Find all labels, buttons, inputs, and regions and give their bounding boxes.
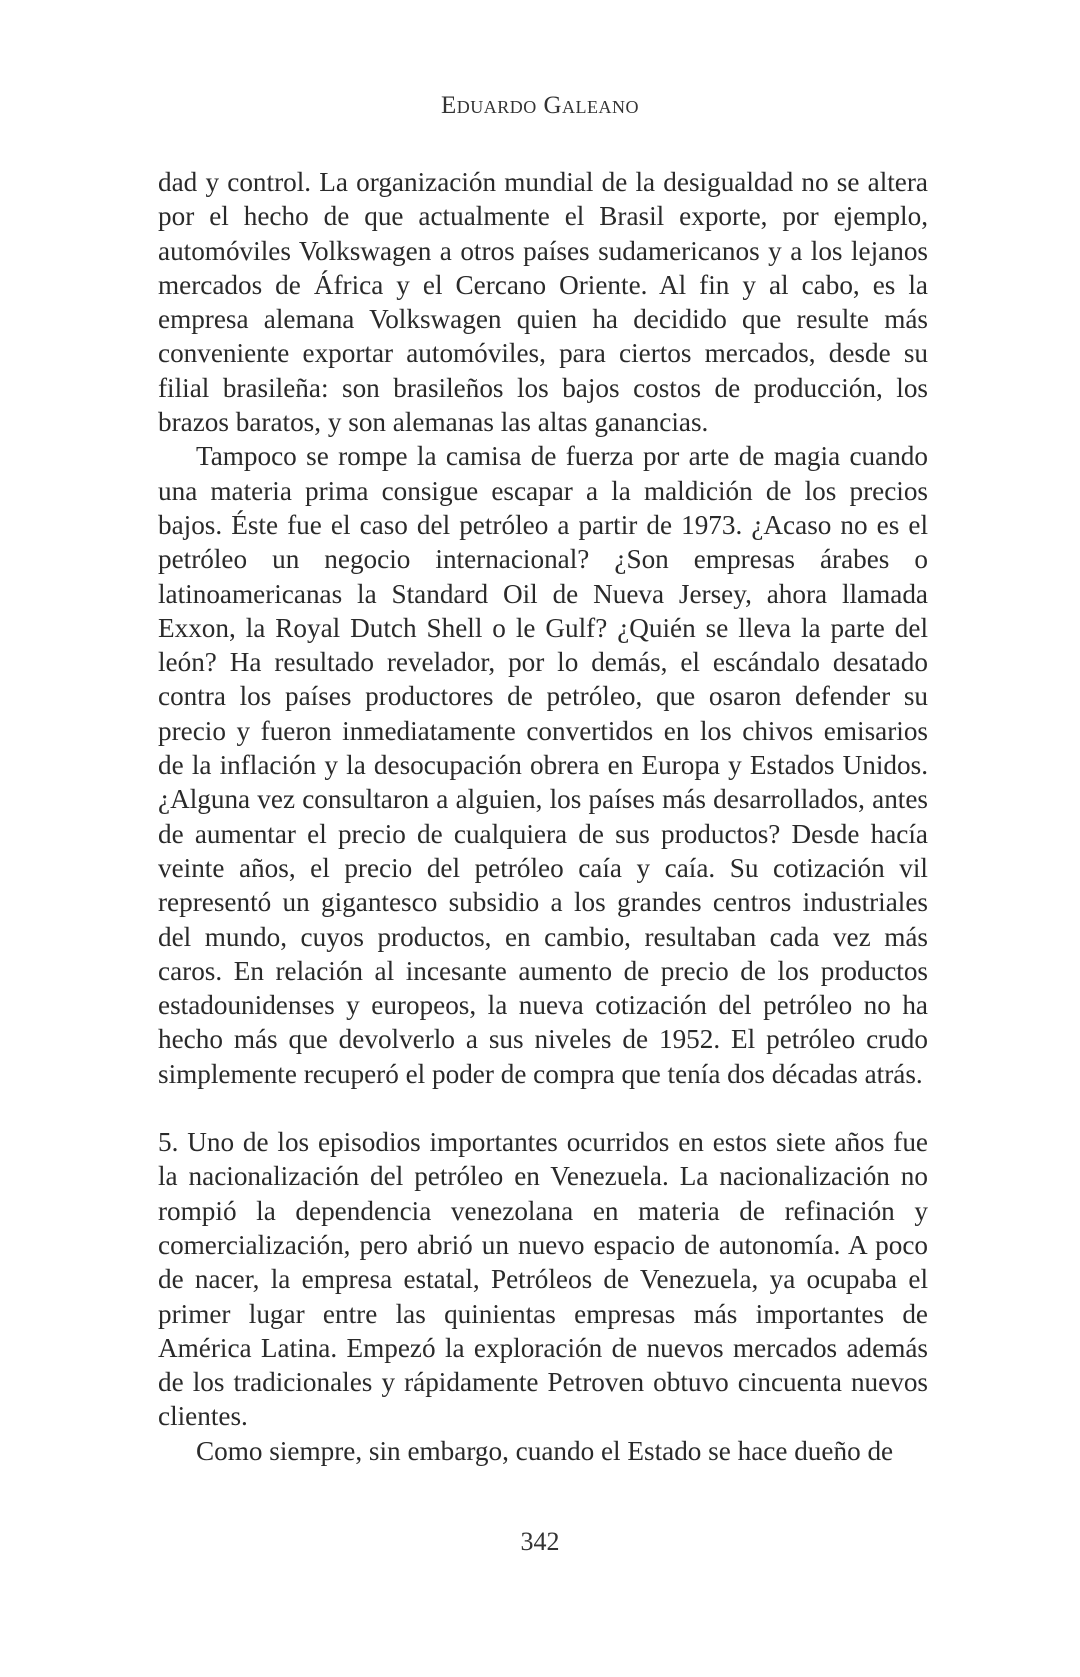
page-number: 342 xyxy=(520,1527,560,1556)
paragraph-section-5: 5. Uno de los episodios importantes ocurridos en estos siete años fue la nacionalización del petróleo en Venezuela. La nacionalización no rompió la dependencia venezolana en materia de refinación y comercialización, pero abrió un nuevo espacio de autonomía. A poco de nacer, la empresa estatal, Petróleos de Venezuela, ya ocupaba el primer lugar entre las quinientas empresas más importantes de América Latina. Empezó la exploración de nuevos mercados además de los tradicionales y rápidamente Petroven obtuvo cincuenta nuevos clientes. xyxy=(158,1127,928,1432)
paragraph-state-owner: Como siempre, sin embargo, cuando el Estado se hace dueño de xyxy=(196,1435,894,1466)
paragraph-oil-prices: Tampoco se rompe la camisa de fuerza por arte de magia cuando una materia prima consigue escapar a la maldición de los precios bajos. Éste fue el caso del petróleo a partir de 1973. ¿Acaso no es el petróleo un negocio internacional? ¿Son empresas árabes o latinoamericanas la Standard Oil de Nueva Jersey, ahora llamada Exxon, la Royal Dutch Shell o le Gulf? ¿Quién se lleva la parte del león? Ha resultado revelador, por lo demás, el escándalo desatado contra los países productores de petróleo, que osaron defender su precio y fueron inmediatamente convertidos en los chivos emisarios de la inflación y la desocupación obrera en Europa y Estados Unidos. ¿Alguna vez consultaron a alguien, los países más desarrollados, antes de aumentar el precio de cualquiera de sus productos? Desde hacía veinte años, el precio del petróleo caía y caía. Su cotización vil representó un gigantesco subsidio a los grandes centros industriales del mundo, cuyos productos, en cambio, resultaban cada vez más caros. En relación al incesante aumento de precio de los productos estadounidenses y europeos, la nueva cotización del petróleo no ha hecho más que devolverlo a sus niveles de 1952. El petróleo crudo simplemente recuperó el poder de compra que tenía dos décadas atrás. xyxy=(158,441,928,1089)
running-head: Eduardo Galeano xyxy=(440,92,640,119)
page-body xyxy=(158,165,928,1468)
paragraph-continued: dad y control. La organización mundial de la desigualdad no se altera por el hecho de que actualmente el Brasil exporte, por ejemplo, automóviles Volkswagen a otros países sudamericanos y a los lejanos mercados de África y el Cercano Oriente. Al fin y al cabo, es la empresa alemana Volkswagen quien ha decidido que resulte más conveniente exportar automóviles, para ciertos mercados, desde su filial brasileña: son brasileños los bajos costos de producción, los brazos baratos, y son alemanas las altas ganancias. xyxy=(158,167,928,438)
